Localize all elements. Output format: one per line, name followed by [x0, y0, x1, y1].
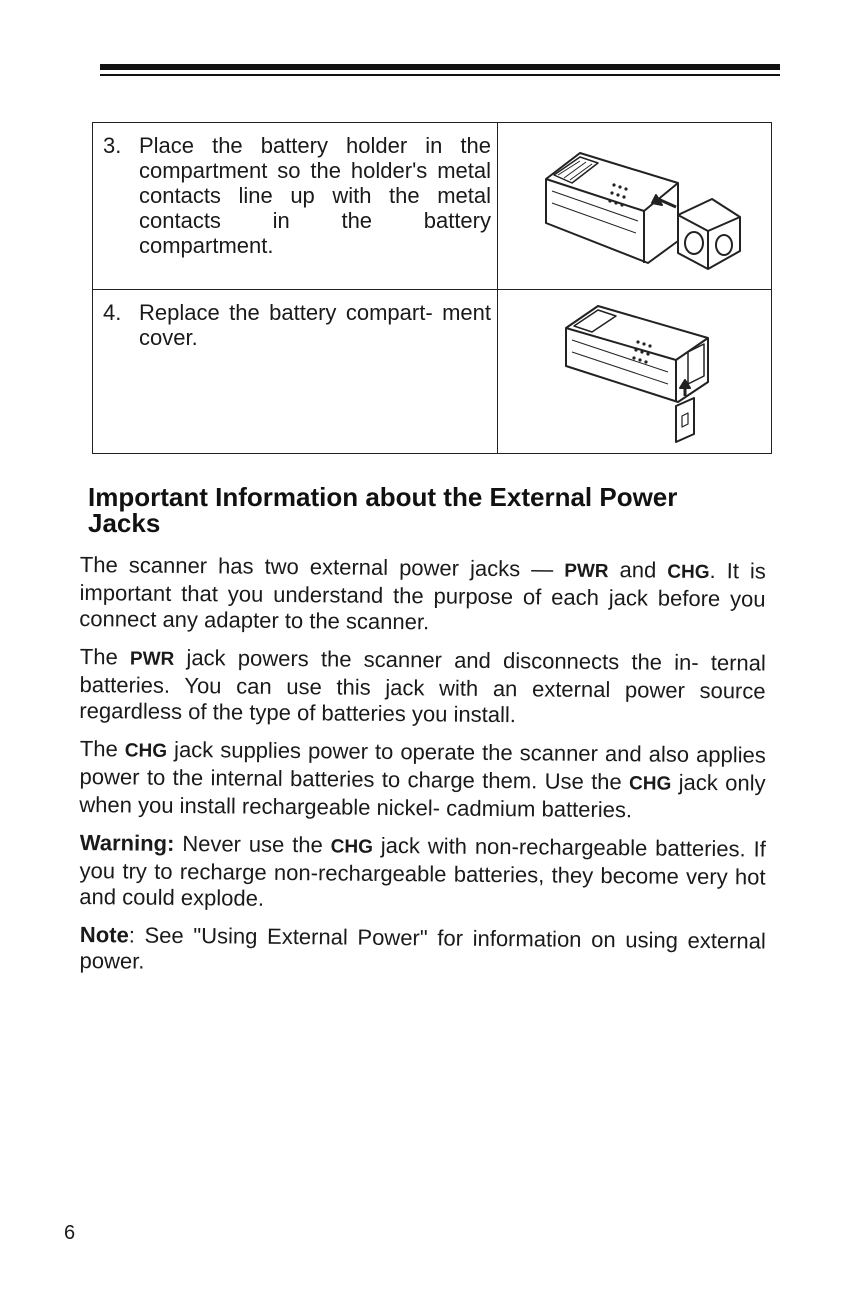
- text-run: jack supplies power to operate the scanner and also applies power to the internal batteries to charge them. Use the: [79, 736, 766, 795]
- pwr-jack-label: PWR: [564, 560, 609, 583]
- scanner-with-battery-holder-icon: [528, 131, 748, 279]
- battery-cover-illustration: [498, 290, 771, 453]
- chg-jack-label: CHG: [628, 773, 672, 795]
- step-instruction: Replace the battery compart- ment cover.: [139, 300, 491, 350]
- chg-jack-label: CHG: [330, 836, 374, 858]
- body-text: [80, 552, 766, 986]
- paragraph-chg: [79, 736, 766, 825]
- warning-label: Warning:: [79, 830, 175, 856]
- text-run: jack powers the scanner and disconnects the in- ternal batteries. You can use this jack with an external power source regardless of the type of batteries you install.: [79, 644, 766, 728]
- paragraph-note: [80, 922, 766, 981]
- text-run: jack only when you install rechargeable nickel- cadmium batteries.: [79, 769, 766, 823]
- pwr-jack-label: PWR: [129, 648, 175, 670]
- step-row-4: [92, 290, 772, 454]
- chg-jack-label: CHG: [667, 561, 710, 584]
- text-run: The: [79, 736, 125, 762]
- text-run: : See "Using External Power" for information on using external power.: [79, 922, 766, 974]
- header-rule-thick: [100, 64, 780, 70]
- header-rule-thin: [100, 74, 780, 76]
- step-text-cell: [93, 290, 498, 453]
- text-run: The: [79, 644, 131, 670]
- battery-holder-illustration: [498, 123, 771, 289]
- step-number: 3.: [103, 133, 122, 158]
- scanner-with-battery-cover-icon: [528, 298, 748, 446]
- step-row-3: [92, 122, 772, 290]
- text-run: Never use the: [174, 830, 331, 858]
- text-run: and: [608, 557, 668, 583]
- chg-jack-label: CHG: [124, 740, 168, 762]
- paragraph-warning: [79, 830, 766, 917]
- text-run: . It is important that you understand the purpose of each jack before you connect any adapter to the scanner.: [79, 558, 766, 635]
- step-number: 4.: [103, 300, 122, 325]
- step-text-cell: [93, 123, 498, 289]
- text-run: jack with non-rechargeable batteries. If you try to recharge non-rechargeable batteries, they become very hot and could explode.: [79, 832, 766, 911]
- text-run: The scanner has two external power jacks —: [79, 552, 565, 582]
- steps-table: [92, 122, 772, 454]
- page-number: 6: [64, 1222, 76, 1244]
- paragraph-intro: [79, 552, 766, 639]
- step-instruction: Place the battery holder in the compartment so the holder's metal contacts line up with the metal contacts in the battery compartment.: [139, 133, 491, 258]
- note-label: Note: [79, 922, 129, 948]
- section-title: Important Information about the External Power Jacks: [88, 482, 678, 538]
- paragraph-pwr: [79, 644, 766, 731]
